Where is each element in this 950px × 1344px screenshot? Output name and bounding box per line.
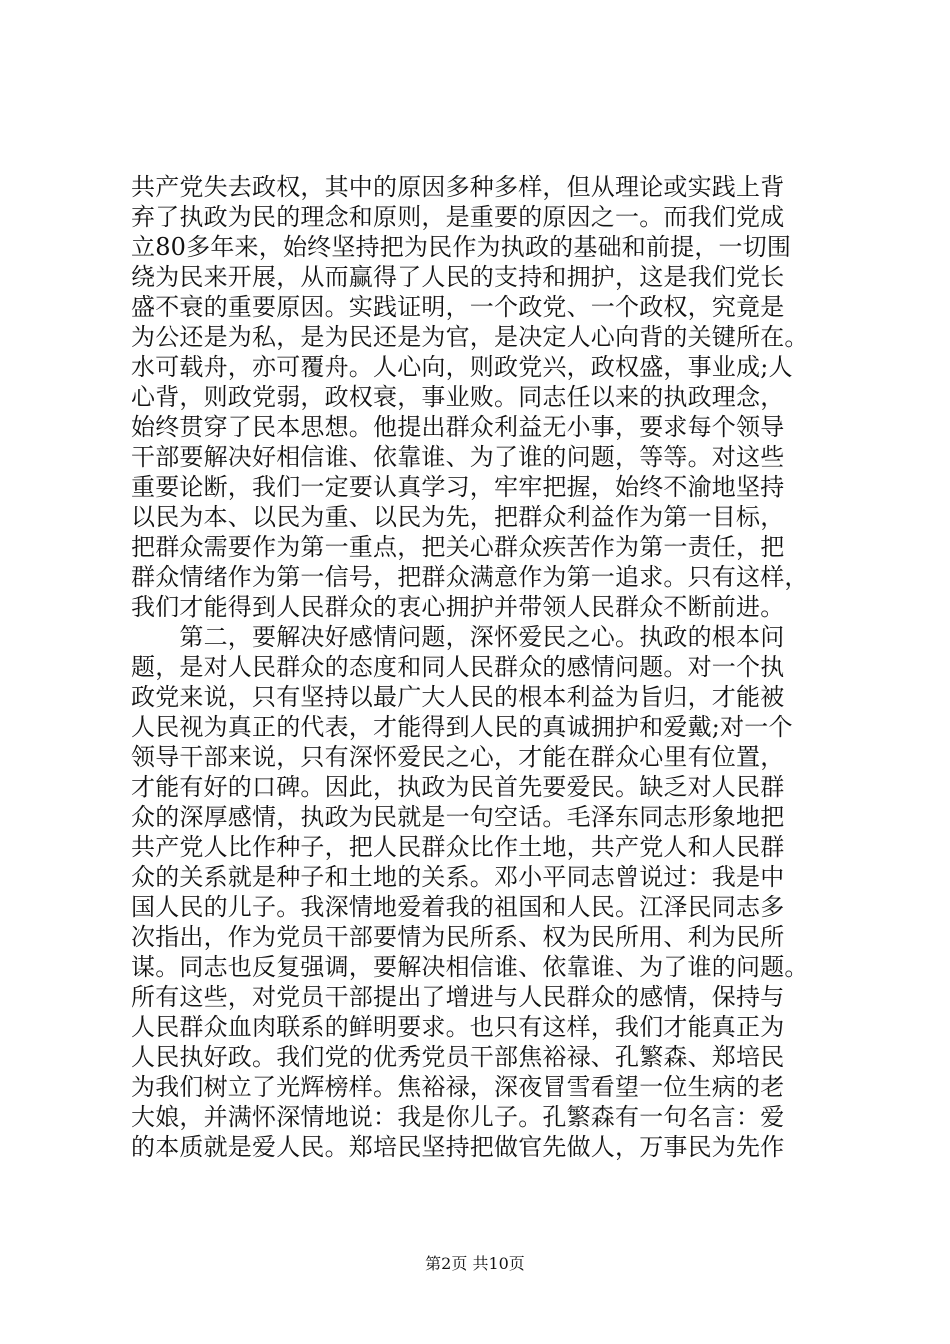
text-line: 始终贯穿了民本思想。他提出群众利益无小事，要求每个领导	[131, 413, 785, 441]
paragraph-start-line: 第二，要解决好感情问题，深怀爱民之心。执政的根本问	[131, 623, 785, 651]
text-line: 政党来说，只有坚持以最广大人民的根本利益为旨归，才能被	[131, 683, 785, 711]
text-line: 干部要解决好相信谁、依靠谁、为了谁的问题，等等。对这些	[131, 443, 785, 471]
page-number-footer: 第2页 共10页	[425, 1254, 525, 1273]
text-line: 众的关系就是种子和土地的关系。邓小平同志曾说过：我是中	[131, 863, 785, 891]
text-line: 众的深厚感情，执政为民就是一句空话。毛泽东同志形象地把	[131, 803, 785, 831]
text-line: 为公还是为私，是为民还是为官，是决定人心向背的关键所在。	[131, 323, 809, 351]
text-line: 领导干部来说，只有深怀爱民之心，才能在群众心里有位置，	[131, 743, 785, 771]
text-line: 才能有好的口碑。因此，执政为民首先要爱民。缺乏对人民群	[131, 773, 785, 801]
text-line: 弃了执政为民的理念和原则，是重要的原因之一。而我们党成	[131, 203, 785, 231]
text-line: 水可载舟，亦可覆舟。人心向，则政党兴，政权盛，事业成;人	[131, 353, 793, 381]
text-line: 所有这些，对党员干部提出了增进与人民群众的感情，保持与	[131, 983, 785, 1011]
text-line: 为我们树立了光辉榜样。焦裕禄，深夜冒雪看望一位生病的老	[131, 1073, 785, 1101]
text-line: 把群众需要作为第一重点，把关心群众疾苦作为第一责任，把	[131, 533, 785, 561]
text-line: 盛不衰的重要原因。实践证明，一个政党、一个政权，究竟是	[131, 293, 785, 321]
text-line: 次指出，作为党员干部要情为民所系、权为民所用、利为民所	[131, 923, 785, 951]
text-line: 人民执好政。我们党的优秀党员干部焦裕禄、孔繁森、郑培民	[131, 1043, 785, 1071]
text-line: 绕为民来开展，从而赢得了人民的支持和拥护，这是我们党长	[131, 263, 785, 291]
text-line: 重要论断，我们一定要认真学习，牢牢把握，始终不渝地坚持	[131, 473, 785, 501]
text-line: 人民视为真正的代表，才能得到人民的真诚拥护和爱戴;对一个	[131, 713, 793, 741]
text-line: 群众情绪作为第一信号，把群众满意作为第一追求。只有这样，	[131, 563, 809, 591]
text-line: 以民为本、以民为重、以民为先，把群众利益作为第一目标，	[131, 503, 785, 531]
text-line: 题，是对人民群众的态度和同人民群众的感情问题。对一个执	[131, 653, 785, 681]
text-line: 立80多年来，始终坚持把为民作为执政的基础和前提，一切围	[131, 233, 792, 261]
text-line: 国人民的儿子。我深情地爱着我的祖国和人民。江泽民同志多	[131, 893, 785, 921]
text-line: 人民群众血肉联系的鲜明要求。也只有这样，我们才能真正为	[131, 1013, 785, 1041]
text-line: 大娘，并满怀深情地说：我是你儿子。孔繁森有一句名言：爱	[131, 1103, 785, 1131]
document-body	[131, 172, 831, 1162]
text-line: 我们才能得到人民群众的衷心拥护并带领人民群众不断前进。	[131, 593, 785, 621]
text-line: 心背，则政党弱，政权衰，事业败。同志任以来的执政理念，	[131, 383, 785, 411]
text-line: 共产党失去政权，其中的原因多种多样，但从理论或实践上背	[131, 173, 785, 201]
text-line: 的本质就是爱人民。郑培民坚持把做官先做人，万事民为先作	[131, 1133, 785, 1161]
text-line: 谋。同志也反复强调，要解决相信谁、依靠谁、为了谁的问题。	[131, 953, 809, 981]
text-line: 共产党人比作种子，把人民群众比作土地，共产党人和人民群	[131, 833, 785, 861]
